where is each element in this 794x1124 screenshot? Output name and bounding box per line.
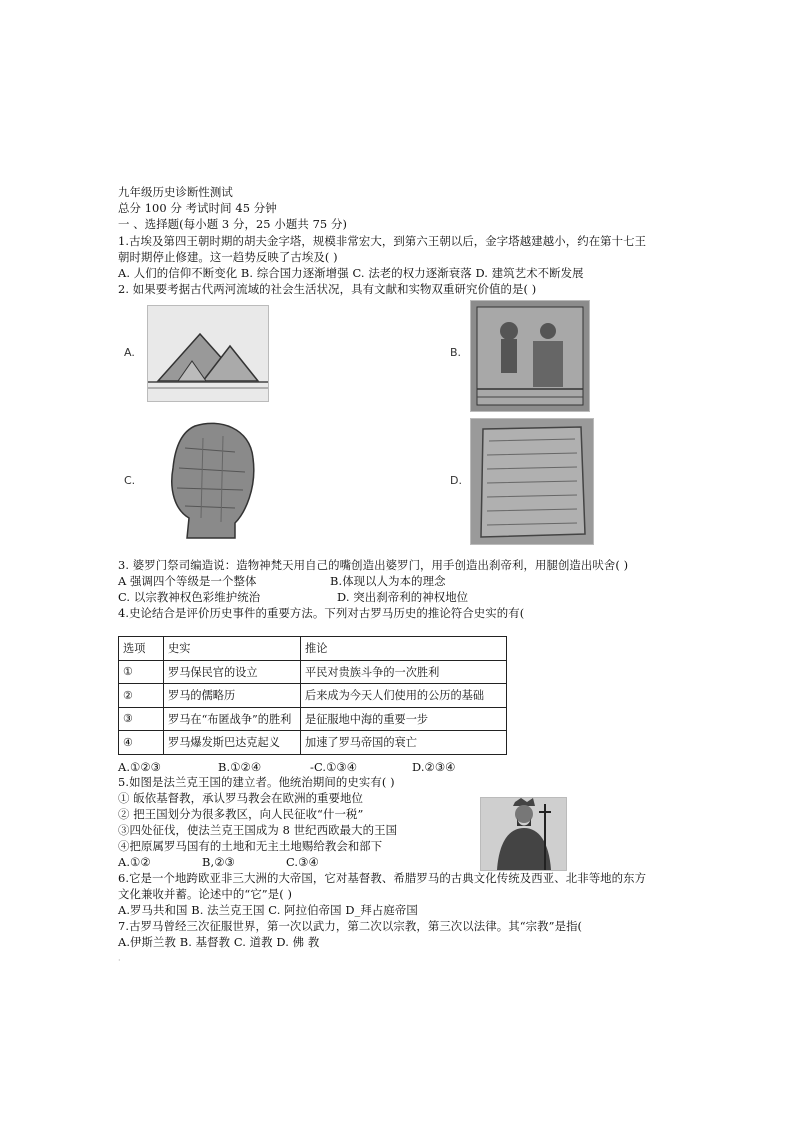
table-cell: 罗马的儒略历 (164, 684, 301, 708)
q6-options: A.罗马共和国 B. 法兰克王国 C. 阿拉伯帝国 D_拜占庭帝国 (118, 903, 418, 917)
table-row (119, 707, 507, 731)
q2-label-b: B. (450, 346, 462, 359)
q4-stem: 4.史论结合是评价历史事件的重要方法。下列对古罗马历史的推论符合史实的有( (118, 606, 525, 620)
pyramids-image (147, 305, 269, 402)
q6-stem-line2: 文化兼收并蓄。论述中的“它”是( ) (118, 887, 293, 901)
table-cell: 加速了罗马帝国的衰亡 (301, 731, 507, 755)
q3-stem: 3. 婆罗门祭司编造说：造物神梵天用自己的嘴创造出婆罗门，用手创造出刹帝利，用腿创造出吠舍( ) (118, 558, 629, 572)
exam-meta: 总分 100 分 考试时间 45 分钟 (118, 201, 277, 215)
q3-option-d: D. 突出刹帝利的神权地位 (337, 590, 469, 604)
q5-option-a: A.①② (118, 855, 151, 869)
q4-option-b: B.①②④ (218, 760, 262, 774)
table-cell: 是征服地中海的重要一步 (301, 707, 507, 731)
q2-stem: 2. 如果要考据古代两河流域的社会生活状况，具有文献和实物双重研究价值的是( ) (118, 282, 537, 296)
table-row (119, 660, 507, 684)
table-header-cell: 史实 (164, 637, 301, 661)
stone-head-image (165, 418, 260, 540)
table-cell: 罗马保民官的设立 (164, 660, 301, 684)
q4-option-c: -C.①③④ (310, 760, 358, 774)
table-cell: ② (119, 684, 164, 708)
table-cell: ③ (119, 707, 164, 731)
inscribed-stone-image (470, 418, 594, 545)
table-header-cell: 推论 (301, 637, 507, 661)
q4-table (118, 636, 507, 755)
table-cell: 罗马在“布匿战争”的胜利 (164, 707, 301, 731)
q1-stem-line2: 朝时期停止修建。这一趋势反映了古埃及( ) (118, 250, 338, 264)
clovis-portrait-image (480, 797, 567, 871)
exam-title: 九年级历史诊断性测试 (118, 185, 233, 199)
q2-label-d: D. (450, 474, 462, 487)
q1-stem-line1: 1.古埃及第四王朝时期的胡夫金字塔，规模非常宏大，到第六王朝以后，金字塔越建越小，约在第十七王 (118, 234, 647, 248)
table-cell: ④ (119, 731, 164, 755)
q7-options: A.伊斯兰教 B. 基督教 C. 道教 D. 佛 教 (118, 935, 320, 949)
scan-speck: · (118, 956, 121, 965)
q4-option-d: D.②③④ (412, 760, 456, 774)
q6-stem-line1: 6.它是一个地跨欧亚非三大洲的大帝国，它对基督教、希腊罗马的古典文化传统及西亚、北非等地的东方 (118, 871, 647, 885)
table-header-row (119, 637, 507, 661)
q3-option-c: C. 以宗教神权色彩维护统治 (118, 590, 261, 604)
table-cell: 后来成为今天人们使用的公历的基础 (301, 684, 507, 708)
q5-option-b: B,②③ (202, 855, 235, 869)
q5-stem: 5.如图是法兰克王国的建立者。他统治期间的史实有( ) (118, 775, 395, 789)
q5-item-2: ② 把王国划分为很多教区，向人民征收“什一税” (118, 807, 364, 821)
table-header-cell: 选项 (119, 637, 164, 661)
q5-option-c: C.③④ (286, 855, 319, 869)
q7-stem: 7.古罗马曾经三次征服世界，第一次以武力，第二次以宗教，第三次以法律。其“宗教”是指( (118, 919, 583, 933)
table-cell: ① (119, 660, 164, 684)
q3-option-b: B.体现以人为本的理念 (330, 574, 446, 588)
q5-item-3: ③四处征伐，使法兰克王国成为 8 世纪西欧最大的王国 (118, 823, 398, 837)
relief-stele-image (470, 300, 590, 412)
q5-item-1: ① 皈依基督教，承认罗马教会在欧洲的重要地位 (118, 791, 364, 805)
q4-option-a: A.①②③ (118, 760, 161, 774)
table-cell: 罗马爆发斯巴达克起义 (164, 731, 301, 755)
q2-label-c: C. (124, 474, 136, 487)
q3-option-a: A 强调四个等级是一个整体 (118, 574, 257, 588)
q5-item-4: ④把原属罗马国有的土地和无主土地赐给教会和部下 (118, 839, 383, 853)
table-row (119, 731, 507, 755)
table-row (119, 684, 507, 708)
q2-label-a: A. (124, 346, 135, 359)
table-cell: 平民对贵族斗争的一次胜利 (301, 660, 507, 684)
section-heading: 一 、选择题(每小题 3 分，25 小题共 75 分) (118, 217, 348, 231)
q1-options: A. 人们的信仰不断变化 B. 综合国力逐渐增强 C. 法老的权力逐渐衰落 D. 建筑艺术不断发展 (118, 266, 584, 280)
